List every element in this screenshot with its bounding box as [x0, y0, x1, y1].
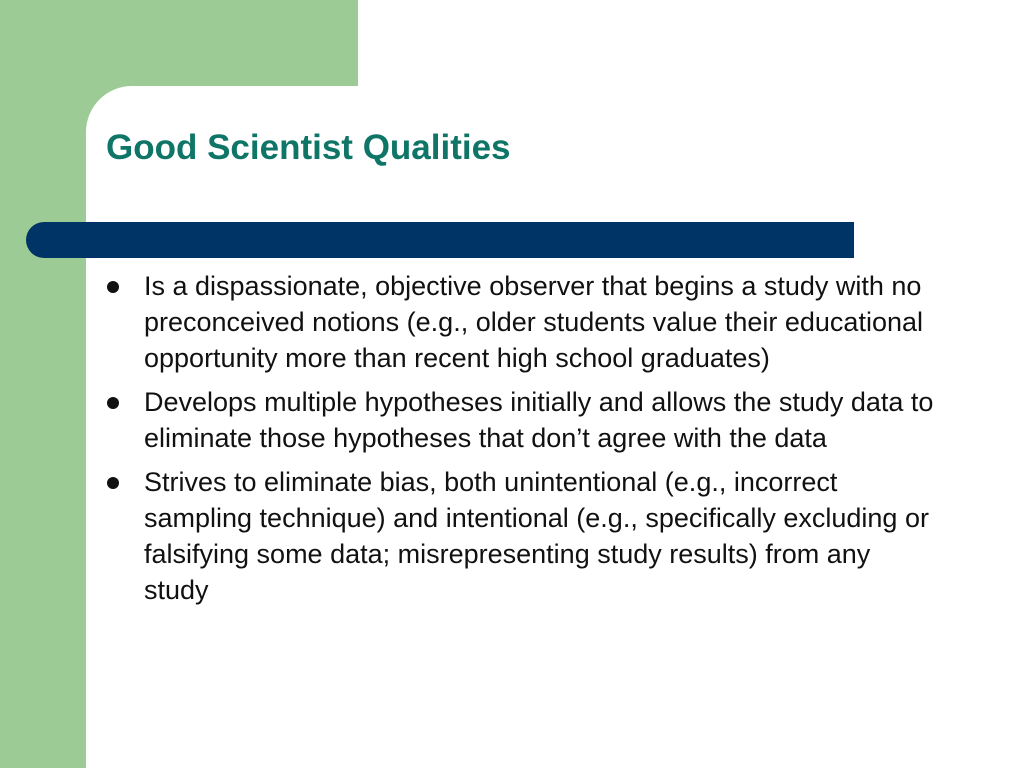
green-top-decoration [0, 0, 358, 86]
bullet-text: Is a dispassionate, objective observer that begins a study with no preconceived notions (e.g., older students value their educational opportunity more than recent high school graduates) [144, 271, 923, 373]
bullet-dot-icon [107, 477, 119, 489]
bullet-item [100, 384, 940, 456]
bullet-dot-icon [107, 397, 119, 409]
title-divider-bar [26, 222, 854, 258]
bullet-item [100, 268, 940, 376]
green-sidebar-decoration [0, 0, 86, 768]
bullet-list [100, 268, 940, 616]
bullet-text: Develops multiple hypotheses initially and allows the study data to eliminate those hypotheses that don’t agree with the data [144, 387, 934, 453]
bullet-item [100, 464, 940, 608]
slide-title: Good Scientist Qualities [106, 128, 511, 167]
bullet-dot-icon [107, 281, 119, 293]
bullet-text: Strives to eliminate bias, both unintentional (e.g., incorrect sampling technique) and intentional (e.g., specifically excluding or falsifying some data; misrepresenting study results) from any study [144, 467, 929, 605]
